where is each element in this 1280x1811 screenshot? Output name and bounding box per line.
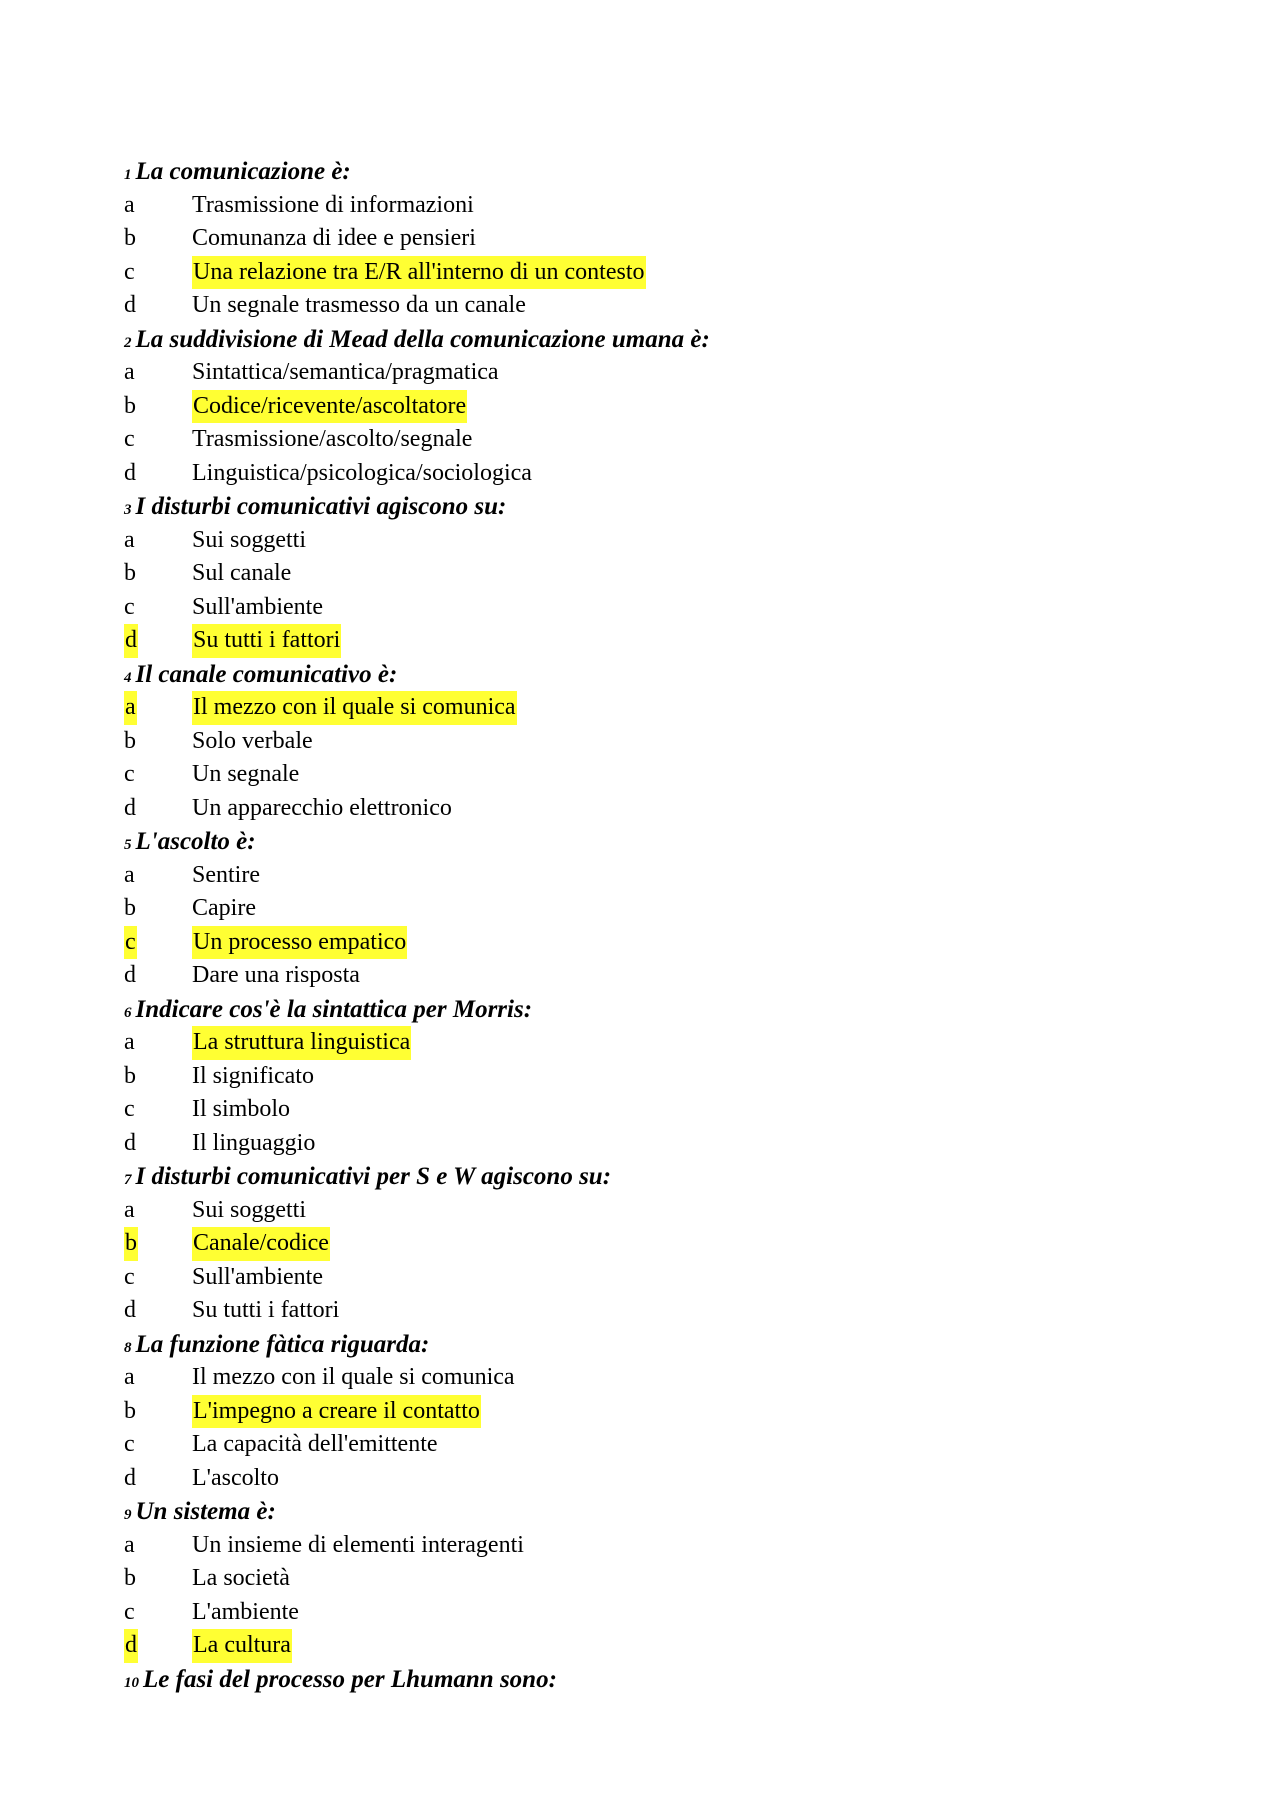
question-text: Le fasi del processo per Lhumann sono: [143, 1665, 557, 1693]
question-number: 3 [124, 502, 132, 518]
option-letter: d [124, 1297, 136, 1323]
quiz-list [124, 155, 1154, 1696]
question-number: 5 [124, 837, 132, 853]
option-letter: a [124, 1364, 135, 1390]
option-letter: b [124, 560, 136, 586]
question-3 [124, 490, 1154, 524]
option-letter: a [124, 691, 137, 725]
highlighted-answer-text: Una relazione tra E/R all'interno di un contesto [192, 256, 646, 290]
option-text: Un segnale [192, 761, 300, 787]
option-letter: d [124, 624, 138, 658]
option-text: Linguistica/psicologica/sociologica [192, 459, 532, 486]
option-text: Capire [192, 895, 256, 921]
answer-option [124, 1026, 1154, 1060]
option-letter: d [124, 794, 136, 821]
answer-option [124, 1562, 1154, 1596]
answer-option [124, 926, 1154, 960]
option-letter: d [124, 1129, 136, 1156]
answer-option [124, 423, 1154, 457]
option-letter: c [124, 258, 135, 285]
question-number: 4 [124, 669, 132, 686]
option-text: Sintattica/semantica/pragmatica [192, 359, 499, 385]
option-text: Trasmissione di informazioni [192, 191, 474, 218]
answer-option [124, 189, 1154, 223]
option-text: Trasmissione/ascolto/segnale [192, 426, 473, 452]
highlighted-answer-text: La cultura [192, 1629, 292, 1663]
option-text: Un apparecchio elettronico [192, 794, 452, 821]
answer-option [124, 1361, 1154, 1395]
question-text: L'ascolto è: [135, 828, 256, 855]
option-letter: d [124, 1629, 138, 1663]
option-letter: c [124, 1263, 135, 1290]
option-text: Sull'ambiente [192, 593, 323, 620]
answer-option [124, 725, 1154, 759]
option-text: Su tutti i fattori [192, 1297, 340, 1323]
highlighted-answer-text: Un processo empatico [192, 926, 407, 960]
answer-option [124, 1060, 1154, 1094]
answer-option [124, 1127, 1154, 1161]
answer-option [124, 524, 1154, 558]
option-letter: c [124, 1431, 135, 1457]
question-text: La comunicazione è: [135, 158, 351, 185]
question-text: La funzione fàtica riguarda: [135, 1330, 430, 1358]
question-text: Indicare cos'è la sintattica per Morris: [135, 995, 533, 1023]
option-letter: c [124, 426, 135, 452]
option-letter: a [124, 1196, 135, 1223]
option-text: Comunanza di idee e pensieri [192, 225, 476, 251]
question-6 [124, 993, 1154, 1027]
option-text: Sull'ambiente [192, 1263, 323, 1290]
answer-option [124, 892, 1154, 926]
option-letter: c [124, 926, 137, 960]
question-number: 8 [124, 1339, 132, 1356]
option-letter: c [124, 1096, 135, 1122]
option-text: Il mezzo con il quale si comunica [192, 1364, 515, 1390]
question-text: I disturbi comunicativi agiscono su: [135, 493, 507, 520]
question-10 [124, 1663, 1154, 1697]
option-letter: a [124, 1029, 135, 1055]
question-4 [124, 658, 1154, 692]
question-8 [124, 1328, 1154, 1362]
answer-option [124, 1261, 1154, 1295]
option-text: Un insieme di elementi interagenti [192, 1531, 524, 1558]
option-text: Sui soggetti [192, 526, 307, 553]
option-letter: b [124, 727, 136, 754]
question-number: 6 [124, 1004, 132, 1021]
option-letter: a [124, 191, 135, 218]
question-5 [124, 825, 1154, 859]
highlighted-answer-text: Il mezzo con il quale si comunica [192, 691, 517, 725]
option-text: Solo verbale [192, 727, 313, 754]
answer-option [124, 792, 1154, 826]
question-text: La suddivisione di Mead della comunicazione umana è: [135, 325, 710, 353]
answer-option [124, 624, 1154, 658]
highlighted-answer-text: Su tutti i fattori [192, 624, 341, 658]
highlighted-answer-text: Canale/codice [192, 1227, 330, 1261]
answer-option [124, 1093, 1154, 1127]
option-text: L'ambiente [192, 1598, 299, 1625]
answer-option [124, 859, 1154, 893]
option-letter: a [124, 526, 135, 553]
option-text: Il linguaggio [192, 1129, 316, 1156]
answer-option [124, 256, 1154, 290]
answer-option [124, 390, 1154, 424]
option-letter: b [124, 1565, 136, 1591]
answer-option [124, 1596, 1154, 1630]
option-letter: d [124, 459, 136, 486]
answer-option [124, 1395, 1154, 1429]
answer-option [124, 959, 1154, 993]
answer-option [124, 1462, 1154, 1496]
question-text: I disturbi comunicativi per S e W agiscono su: [135, 1163, 612, 1190]
answer-option [124, 1227, 1154, 1261]
question-number: 1 [124, 167, 132, 183]
highlighted-answer-text: Codice/ricevente/ascoltatore [192, 390, 467, 424]
option-letter: b [124, 225, 136, 251]
option-text: Sul canale [192, 560, 292, 586]
option-letter: d [124, 1464, 136, 1491]
option-letter: b [124, 1397, 136, 1424]
option-letter: c [124, 761, 135, 787]
question-2 [124, 323, 1154, 357]
option-letter: b [124, 1227, 138, 1261]
question-number: 10 [124, 1674, 139, 1691]
question-1 [124, 155, 1154, 189]
option-letter: b [124, 392, 136, 419]
answer-option [124, 691, 1154, 725]
option-letter: c [124, 1598, 135, 1625]
option-text: Un segnale trasmesso da un canale [192, 292, 526, 318]
option-text: Sentire [192, 861, 260, 888]
answer-option [124, 222, 1154, 256]
option-letter: a [124, 861, 135, 888]
highlighted-answer-text: L'impegno a creare il contatto [192, 1395, 481, 1429]
answer-option [124, 1294, 1154, 1328]
question-9 [124, 1495, 1154, 1529]
question-text: Il canale comunicativo è: [135, 660, 398, 688]
option-letter: a [124, 1531, 135, 1558]
answer-option [124, 457, 1154, 491]
answer-option [124, 1194, 1154, 1228]
option-letter: b [124, 895, 136, 921]
option-text: Il significato [192, 1062, 314, 1089]
answer-option [124, 1529, 1154, 1563]
question-7 [124, 1160, 1154, 1194]
option-text: L'ascolto [192, 1464, 279, 1491]
answer-option [124, 1428, 1154, 1462]
answer-option [124, 356, 1154, 390]
answer-option [124, 1629, 1154, 1663]
question-number: 2 [124, 334, 132, 351]
option-letter: b [124, 1062, 136, 1089]
option-text: Sui soggetti [192, 1196, 307, 1223]
answer-option [124, 289, 1154, 323]
answer-option [124, 758, 1154, 792]
option-letter: d [124, 962, 136, 988]
answer-option [124, 591, 1154, 625]
option-letter: d [124, 292, 136, 318]
question-text: Un sistema è: [135, 1498, 276, 1525]
option-text: La capacità dell'emittente [192, 1431, 438, 1457]
answer-option [124, 557, 1154, 591]
question-number: 9 [124, 1507, 132, 1523]
option-text: La società [192, 1565, 290, 1591]
option-letter: a [124, 359, 135, 385]
highlighted-answer-text: La struttura linguistica [192, 1026, 411, 1060]
question-number: 7 [124, 1172, 132, 1188]
option-text: Il simbolo [192, 1096, 291, 1122]
option-letter: c [124, 593, 135, 620]
option-text: Dare una risposta [192, 962, 360, 988]
